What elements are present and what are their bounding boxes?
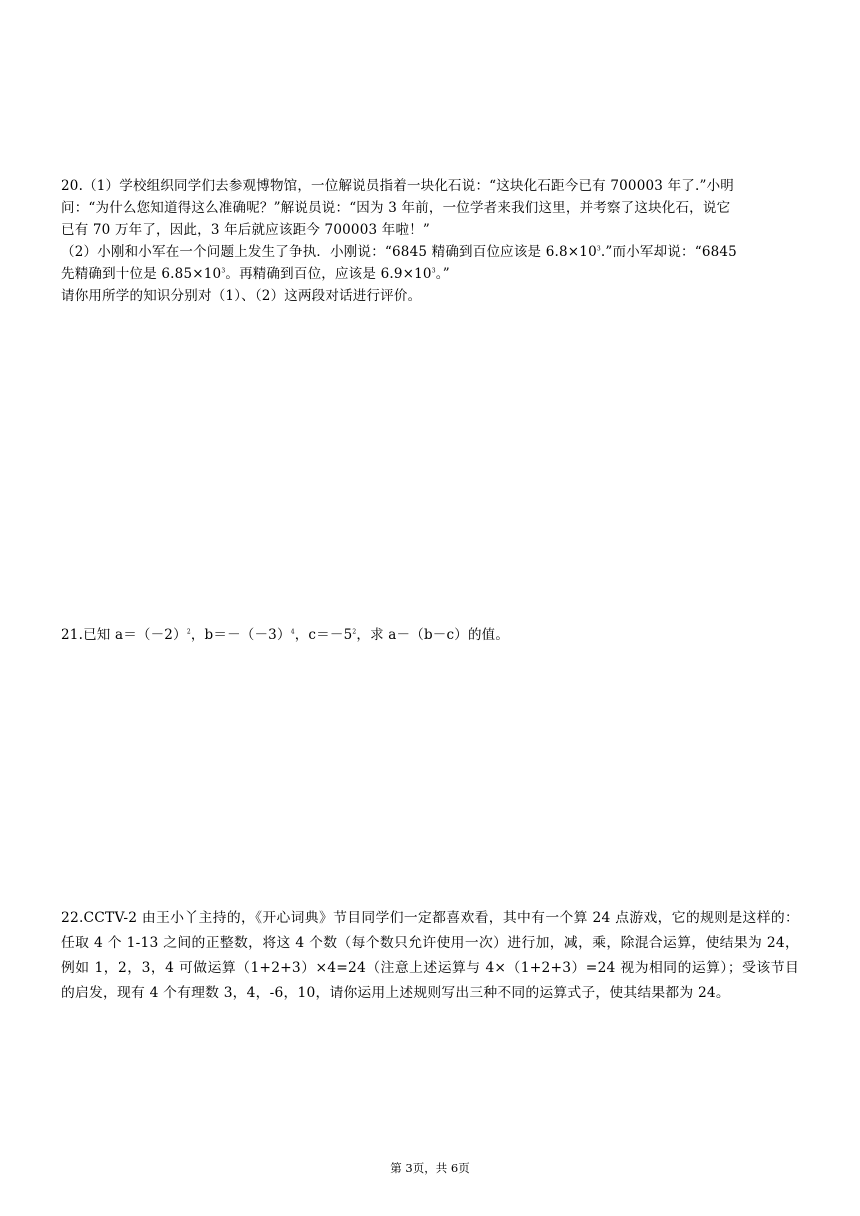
question-20 xyxy=(61,175,799,307)
page-footer: 第 3页，共 6页 xyxy=(390,1161,470,1175)
exponent: 4 xyxy=(290,628,295,636)
question-21-text: 21.已知 $a=(-2)^2$，$b=-(-3)^4$，$c=-5^2$，求 a－（b－c）的值。 xyxy=(61,627,510,643)
question-20-line-6: 请你用所学的知识分别对（1）、（2）这两段对话进行评价。 xyxy=(61,288,422,304)
question-20-line-5: 先精确到十位是 $6.85\times 10^3$。再精确到百位，应该是 $6.9\times 10^3$。” xyxy=(61,266,450,282)
exponent: 3 xyxy=(221,267,226,275)
exponent: 2 xyxy=(186,628,191,636)
question-20-line-4: （2）小刚和小军在一个问题上发生了争执．小刚说：“6845 精确到百位应该是 $6.8\times 10^3$.”而小军却说：“6845 xyxy=(61,244,737,260)
question-20-line-2: 问：“为什么您知道得这么准确呢？”解说员说：“因为 3 年前，一位学者来我们这里，并考察了这块化石，说它 xyxy=(61,200,731,216)
question-22 xyxy=(61,906,799,1006)
exponent: 2 xyxy=(352,628,357,636)
question-20-line-1: 20.（1）学校组织同学们去参观博物馆，一位解说员指着一块化石说：“这块化石距今已有 700003 年了.”小明 xyxy=(61,178,734,194)
question-21 xyxy=(61,624,799,646)
exponent: 3 xyxy=(431,267,436,275)
question-20-line-3: 已有 70 万年了，因此，3 年后就应该距今 700003 年啦！” xyxy=(61,222,430,238)
exponent: 3 xyxy=(596,245,601,253)
question-22-text: 22.CCTV-2 由王小丫主持的，《开心词典》节目同学们一定都喜欢看，其中有一个算 24 点游戏，它的规则是这样的：任取 4 个 1-13 之间的正整数，将这 4 个数（每个数只允许使用一次）进行加，减，乘，除混合运算，使结果为 24，例如 1，2，3，4 可做运算（1+2+3）×4=24（注意上述运算与 4×（1+2+3）=24 视为相同的运算）；受该节目的启发，现有 4 个有理数 3，4，-6，10，请你运用上述规则写出三种不同的运算式子，使其结果都为 24。 xyxy=(61,910,799,1001)
